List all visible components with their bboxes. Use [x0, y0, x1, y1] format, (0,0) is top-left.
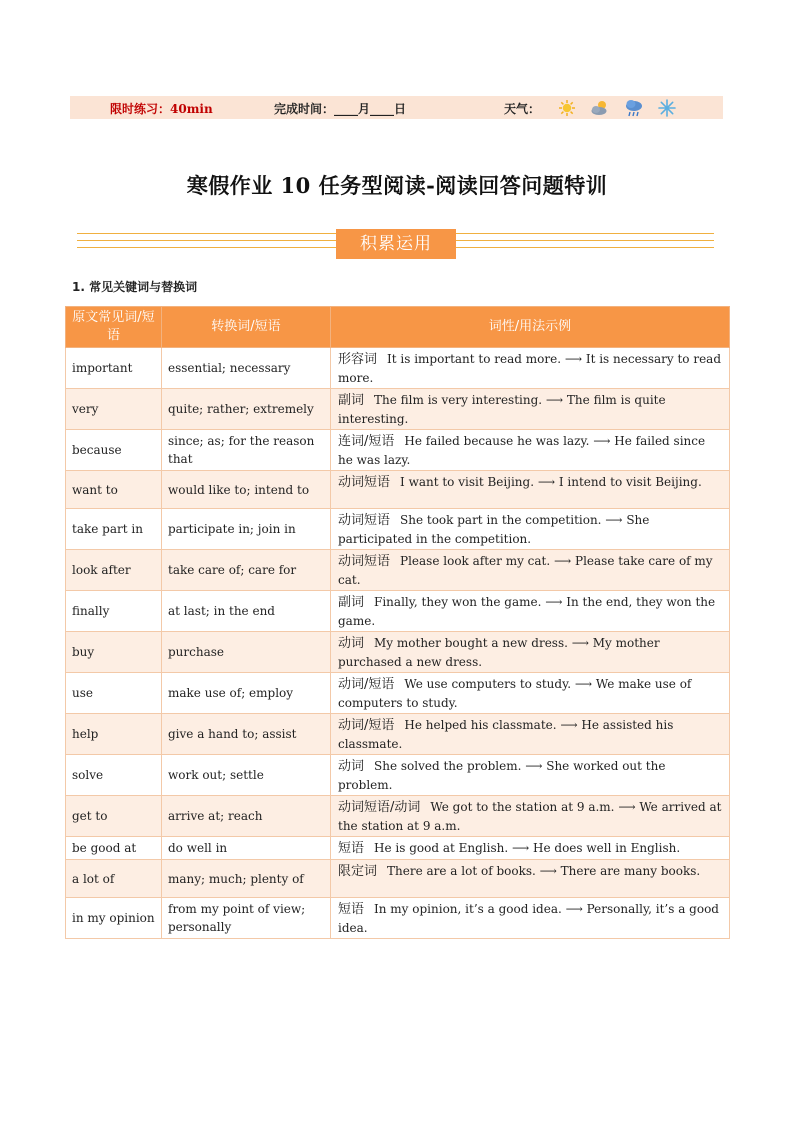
usage-example-cell	[331, 348, 730, 389]
part-of-speech: 短语	[338, 841, 365, 856]
original-word-cell: finally	[66, 591, 162, 632]
substitute-word-cell: do well in	[162, 837, 331, 860]
original-word-cell: in my opinion	[66, 898, 162, 939]
original-word-cell: buy	[66, 632, 162, 673]
example-sentence: She took part in the competition. ⟶ She participated in the competition.	[338, 513, 650, 546]
snow-icon[interactable]	[658, 99, 676, 117]
substitute-word-cell: at last; in the end	[162, 591, 331, 632]
example-sentence: We use computers to study. ⟶ We make use of computers to study.	[338, 677, 692, 710]
original-word-cell: a lot of	[66, 860, 162, 898]
example-sentence: We got to the station at 9 a.m. ⟶ We arrived at the station at 9 a.m.	[338, 800, 722, 833]
table-row	[66, 550, 730, 591]
usage-example-cell	[331, 430, 730, 471]
table-row	[66, 796, 730, 837]
time-limit	[110, 100, 213, 117]
original-word-cell: use	[66, 673, 162, 714]
substitute-word-cell: work out; settle	[162, 755, 331, 796]
substitute-word-cell: arrive at; reach	[162, 796, 331, 837]
substitute-word-cell: essential; necessary	[162, 348, 331, 389]
part-of-speech: 动词/短语	[338, 718, 395, 733]
table-row	[66, 755, 730, 796]
substitute-word-cell: many; much; plenty of	[162, 860, 331, 898]
original-word-cell: take part in	[66, 509, 162, 550]
part-of-speech: 限定词	[338, 864, 378, 879]
substitute-word-cell: would like to; intend to	[162, 471, 331, 509]
section-heading: 1. 常见关键词与替换词	[72, 280, 198, 294]
part-of-speech: 动词短语	[338, 513, 391, 528]
usage-example-cell	[331, 673, 730, 714]
substitute-word-cell: participate in; join in	[162, 509, 331, 550]
time-limit-value: 40min	[170, 102, 213, 116]
part-of-speech: 形容词	[338, 352, 378, 367]
page-title: 寒假作业 10 任务型阅读-阅读回答问题特训	[186, 173, 608, 198]
usage-example-cell	[331, 860, 730, 898]
table-row	[66, 348, 730, 389]
usage-example-cell	[331, 591, 730, 632]
table-row	[66, 632, 730, 673]
original-word-cell: want to	[66, 471, 162, 509]
original-word-cell: because	[66, 430, 162, 471]
original-word-cell: important	[66, 348, 162, 389]
original-word-cell: solve	[66, 755, 162, 796]
original-word-cell: very	[66, 389, 162, 430]
part-of-speech: 动词短语	[338, 554, 391, 569]
vocabulary-table	[65, 306, 730, 939]
original-word-cell: help	[66, 714, 162, 755]
original-word-cell: be good at	[66, 837, 162, 860]
table-row	[66, 389, 730, 430]
table-row	[66, 837, 730, 860]
column-header: 词性/用法示例	[331, 307, 730, 348]
example-sentence: There are a lot of books. ⟶ There are many books.	[387, 864, 701, 878]
part-of-speech: 连词/短语	[338, 434, 395, 449]
substitute-word-cell: since; as; for the reason that	[162, 430, 331, 471]
usage-example-cell	[331, 471, 730, 509]
example-sentence: In my opinion, it’s a good idea. ⟶ Personally, it’s a good idea.	[338, 902, 719, 935]
header-bar	[70, 96, 723, 119]
table-row	[66, 509, 730, 550]
example-sentence: I want to visit Beijing. ⟶ I intend to visit Beijing.	[400, 475, 702, 489]
substitute-word-cell: take care of; care for	[162, 550, 331, 591]
usage-example-cell	[331, 714, 730, 755]
table-row	[66, 430, 730, 471]
table-row	[66, 898, 730, 939]
original-word-cell: get to	[66, 796, 162, 837]
rain-icon[interactable]	[624, 98, 644, 118]
part-of-speech: 动词短语/动词	[338, 800, 421, 815]
table-row	[66, 471, 730, 509]
part-of-speech: 副词	[338, 393, 365, 408]
substitute-word-cell: quite; rather; extremely	[162, 389, 331, 430]
time-limit-label: 限时练习：	[110, 102, 171, 116]
example-sentence: My mother bought a new dress. ⟶ My mother purchased a new dress.	[338, 636, 660, 669]
usage-example-cell	[331, 898, 730, 939]
section-banner: 积累运用	[336, 229, 456, 259]
part-of-speech: 短语	[338, 902, 365, 917]
part-of-speech: 动词/短语	[338, 677, 395, 692]
sun-icon[interactable]	[558, 99, 576, 117]
example-sentence: Finally, they won the game. ⟶ In the end, they won the game.	[338, 595, 716, 628]
substitute-word-cell: make use of; employ	[162, 673, 331, 714]
column-header: 原文常见词/短语	[66, 307, 162, 348]
example-sentence: He helped his classmate. ⟶ He assisted his classmate.	[338, 718, 674, 751]
cloudy-icon[interactable]	[590, 99, 610, 117]
usage-example-cell	[331, 837, 730, 860]
completion-date: 完成时间：____月____日	[274, 102, 407, 116]
example-sentence: The film is very interesting. ⟶ The film is quite interesting.	[338, 393, 666, 426]
example-sentence: He failed because he was lazy. ⟶ He failed since he was lazy.	[338, 434, 706, 467]
substitute-word-cell: from my point of view; personally	[162, 898, 331, 939]
usage-example-cell	[331, 550, 730, 591]
part-of-speech: 动词短语	[338, 475, 391, 490]
part-of-speech: 副词	[338, 595, 365, 610]
example-sentence: It is important to read more. ⟶ It is necessary to read more.	[338, 352, 722, 385]
part-of-speech: 动词	[338, 636, 365, 651]
usage-example-cell	[331, 632, 730, 673]
table-row	[66, 591, 730, 632]
column-header: 转换词/短语	[162, 307, 331, 348]
example-sentence: Please look after my cat. ⟶ Please take care of my cat.	[338, 554, 713, 587]
weather-icons	[558, 96, 676, 119]
weather-label: 天气：	[504, 102, 541, 116]
part-of-speech: 动词	[338, 759, 365, 774]
table-row	[66, 860, 730, 898]
substitute-word-cell: give a hand to; assist	[162, 714, 331, 755]
usage-example-cell	[331, 796, 730, 837]
table-row	[66, 673, 730, 714]
original-word-cell: look after	[66, 550, 162, 591]
usage-example-cell	[331, 755, 730, 796]
usage-example-cell	[331, 509, 730, 550]
table-body	[66, 348, 730, 939]
usage-example-cell	[331, 389, 730, 430]
example-sentence: He is good at English. ⟶ He does well in English.	[374, 841, 681, 855]
substitute-word-cell: purchase	[162, 632, 331, 673]
example-sentence: She solved the problem. ⟶ She worked out the problem.	[338, 759, 666, 792]
table-row	[66, 714, 730, 755]
table-header-row	[66, 307, 730, 348]
